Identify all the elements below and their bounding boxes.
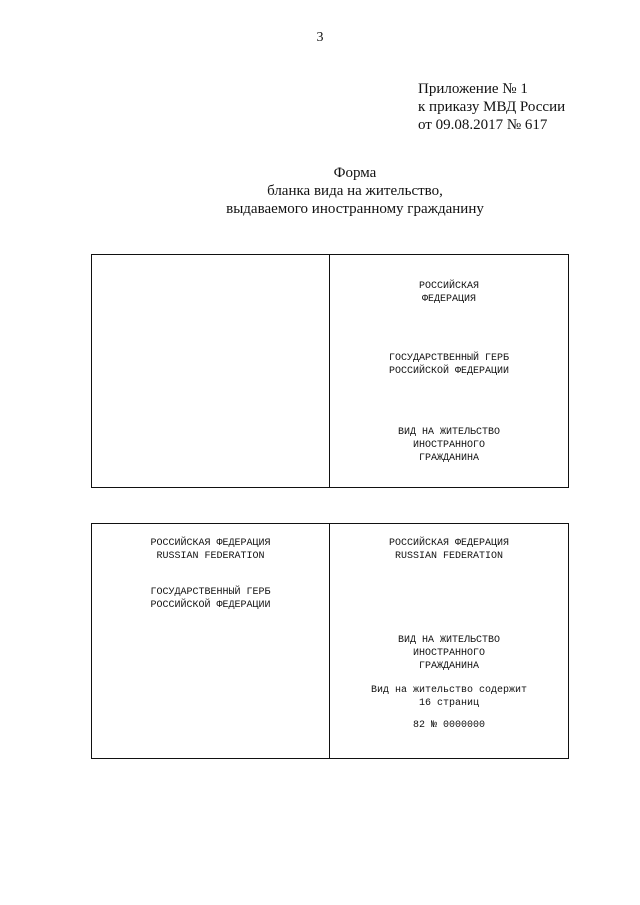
inner-left-page <box>92 524 330 758</box>
appendix-reference <box>418 80 565 134</box>
outer-emblem-placeholder: ГОСУДАРСТВЕННЫЙ ГЕРБ РОССИЙСКОЙ ФЕДЕРАЦИИ <box>388 353 510 377</box>
form-title-line-2: бланка вида на жительство, <box>267 183 443 199</box>
cover-outer-spread <box>91 254 569 488</box>
inner-left-emblem-placeholder: ГОСУДАРСТВЕННЫЙ ГЕРБ РОССИЙСКОЙ ФЕДЕРАЦИИ <box>150 587 271 611</box>
cover-inner-spread <box>91 523 569 759</box>
inner-right-page <box>330 524 568 758</box>
outer-front-cover <box>330 255 568 487</box>
form-title-line-1: Форма <box>333 165 377 181</box>
form-title-line-3: выдаваемого иностранному гражданину <box>226 201 484 217</box>
outer-country-name: РОССИЙСКАЯ ФЕДЕРАЦИЯ <box>418 281 479 305</box>
form-title <box>0 164 640 218</box>
appendix-line-2: к приказу МВД России <box>418 99 566 115</box>
outer-document-name: ВИД НА ЖИТЕЛЬСТВО ИНОСТРАННОГО ГРАЖДАНИНА <box>397 427 501 464</box>
inner-right-country-name: РОССИЙСКАЯ ФЕДЕРАЦИЯ RUSSIAN FEDERATION <box>388 538 510 562</box>
inner-pages-note: Вид на жительство содержит 16 страниц <box>370 685 528 709</box>
page-number: 3 <box>316 30 324 45</box>
inner-right-document-name: ВИД НА ЖИТЕЛЬСТВО ИНОСТРАННОГО ГРАЖДАНИНА <box>397 635 501 672</box>
appendix-line-1: Приложение № 1 <box>418 81 528 97</box>
outer-back-cover <box>92 255 330 487</box>
inner-left-country-name: РОССИЙСКАЯ ФЕДЕРАЦИЯ RUSSIAN FEDERATION <box>150 538 271 562</box>
inner-serial-number: 82 № 0000000 <box>412 720 485 731</box>
appendix-line-3: от 09.08.2017 № 617 <box>418 117 548 133</box>
